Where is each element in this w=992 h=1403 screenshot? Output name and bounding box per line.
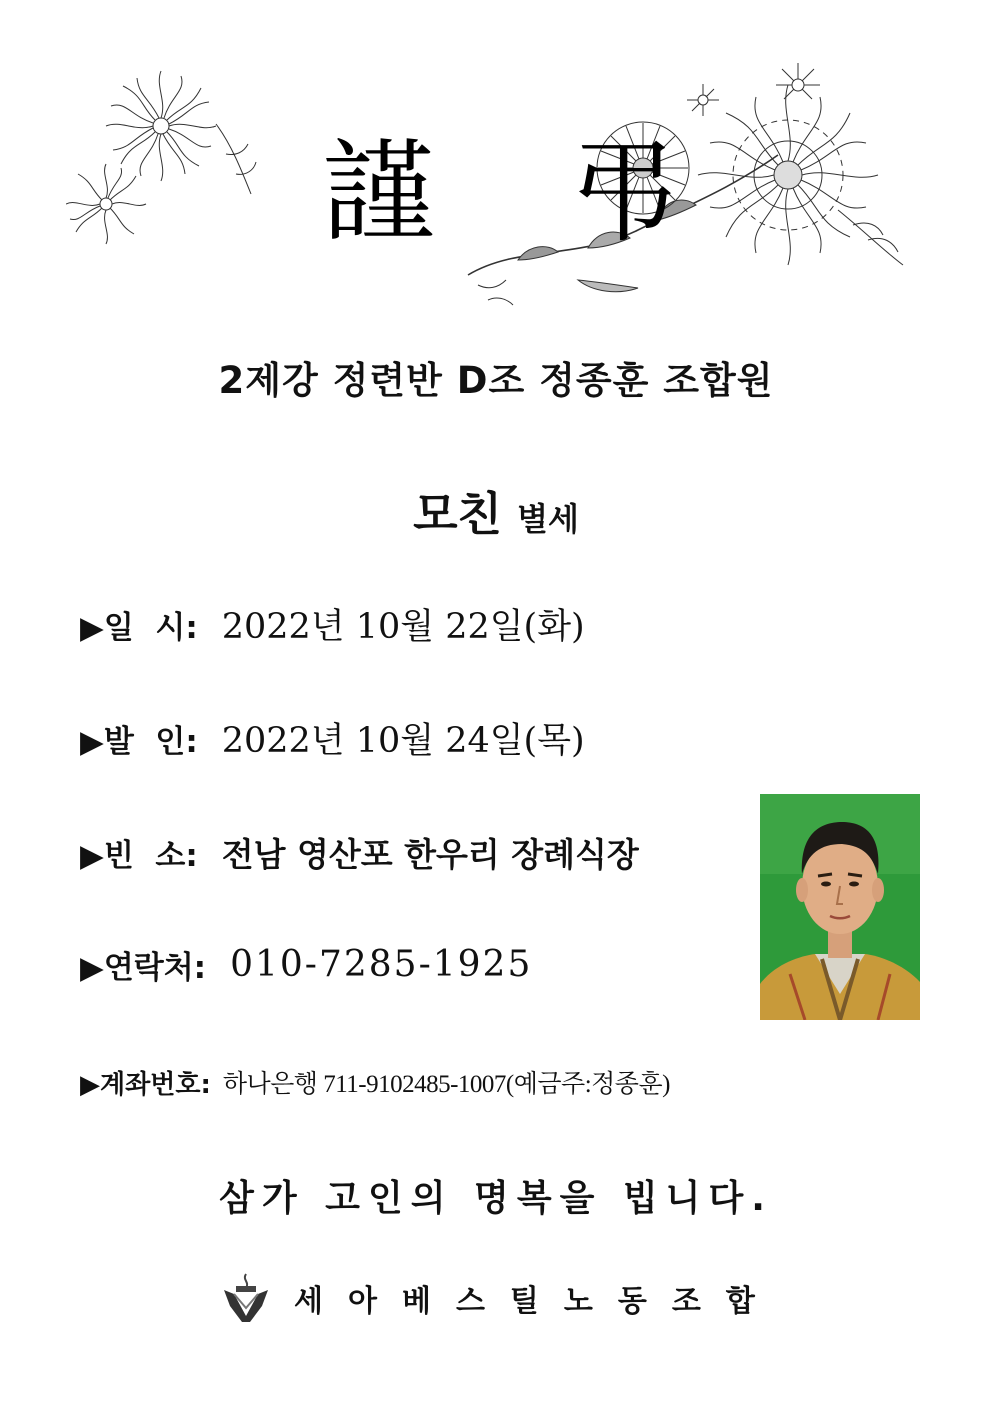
funeral-row [80,712,585,764]
account-label: ▶계좌번호: [80,1069,211,1100]
heading-character-1: 謹 [322,128,434,258]
member-subtitle: 2제강 정련반 D조 정종훈 조합원 [218,359,774,402]
mourning-line [0,478,992,544]
organization-name: 세아베스틸노동조합 [294,1284,780,1319]
funeral-value: 2022년 10월 24일(목) [221,721,585,761]
contact-label: ▶연락처: [80,949,207,986]
date-value: 2022년 10월 22일(화) [221,607,585,647]
mourning-suffix: 별세 [517,500,579,538]
heading-character-2: 弔 [568,128,680,258]
portrait-photo [760,794,920,1020]
account-value: 하나은행 711-9102485-1007(예금주:정종훈) [222,1071,670,1098]
date-label: ▶일 시: [80,609,198,646]
place-label: ▶빈 소: [80,837,198,874]
date-row [80,598,585,650]
deceased-relation: 모친 [413,487,502,541]
union-logo-icon [222,1272,270,1324]
place-value: 전남 영산포 한우리 장례식장 [221,834,639,874]
account-row [80,1056,670,1108]
place-row [80,826,639,878]
funeral-label: ▶발 인: [80,723,198,760]
condolence-heading [0,128,992,258]
contact-value: 010-7285-1925 [230,943,533,985]
condolence-message: 삼가 고인의 명복을 빕니다. [219,1178,773,1219]
organization-footer [222,1270,780,1326]
contact-row [80,938,532,990]
